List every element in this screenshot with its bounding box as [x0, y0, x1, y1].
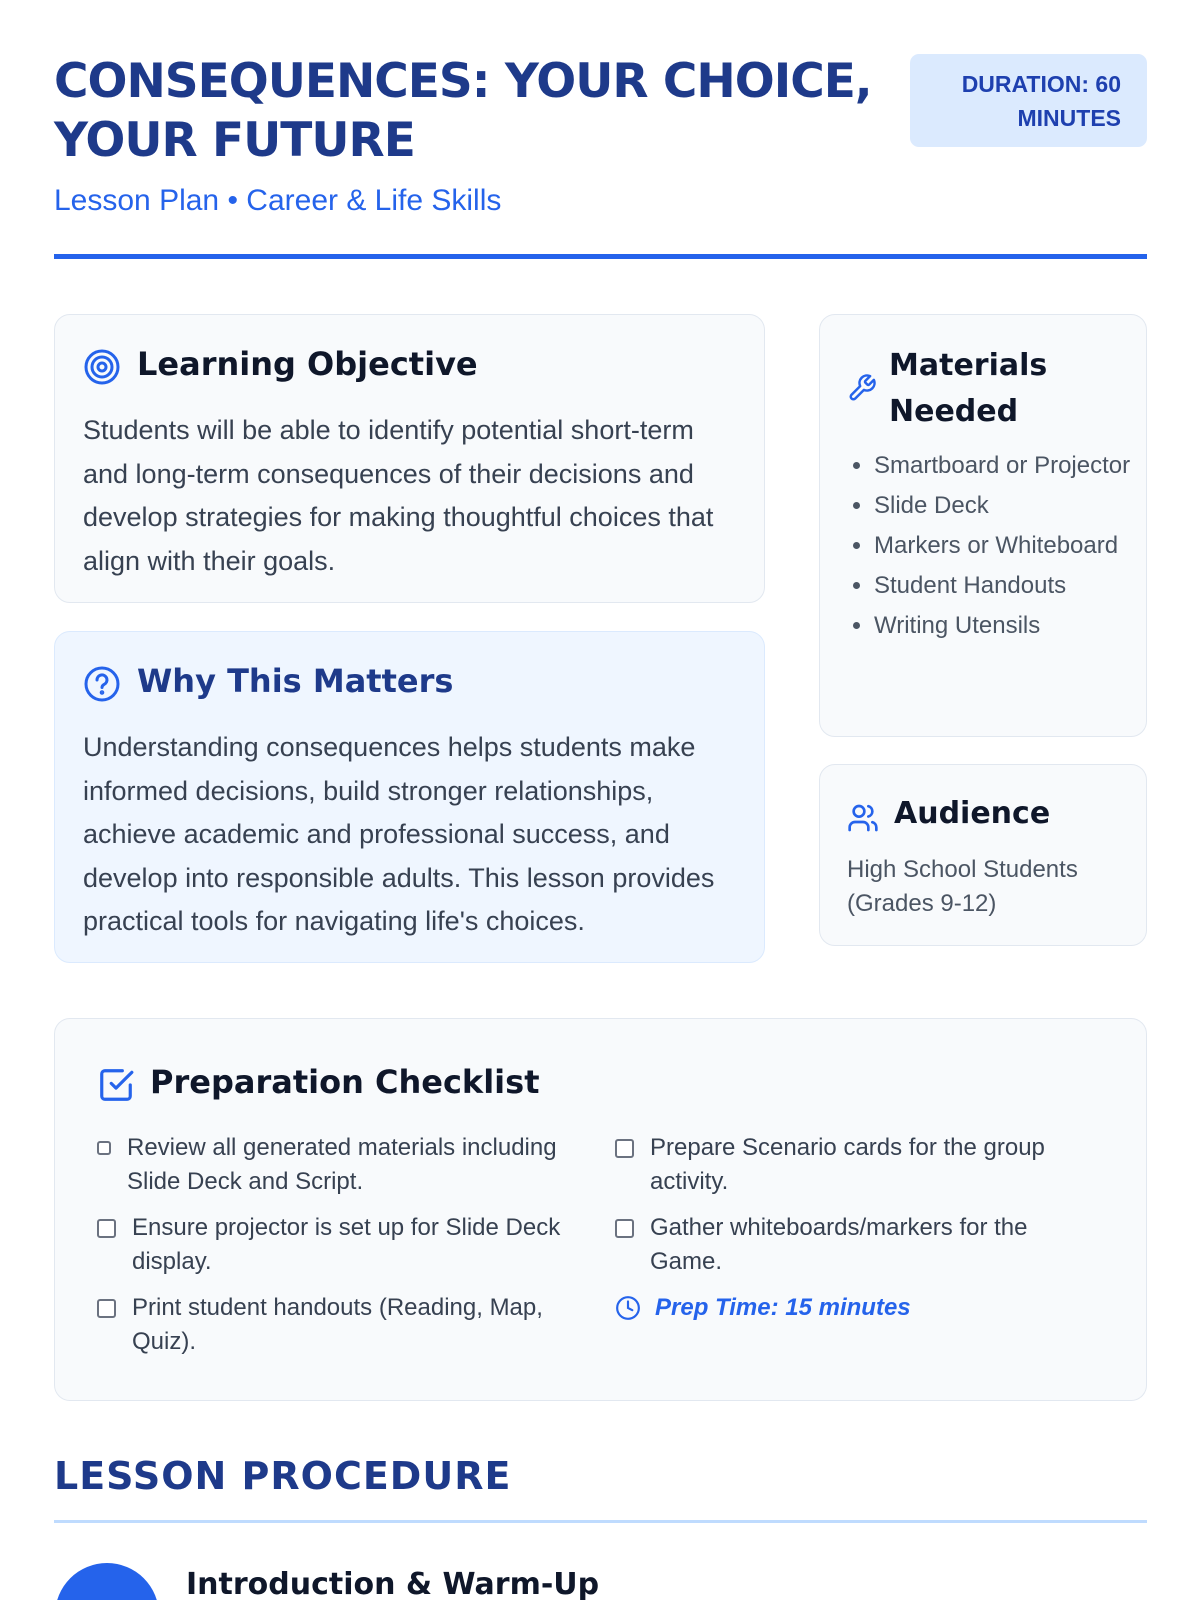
- checklist-item[interactable]: [97, 1291, 577, 1359]
- checkbox[interactable]: [97, 1219, 116, 1238]
- page-title: CONSEQUENCES: YOUR CHOICE, YOUR FUTURE: [54, 54, 872, 168]
- audience-card: [819, 764, 1147, 946]
- learning-objective-text: Students will be able to identify potential short-term and long-term consequences of their decisions and develop strategies for making thoughtful choices that align with their goals.: [83, 415, 714, 576]
- checkbox[interactable]: [615, 1139, 634, 1158]
- materials-item: • Student Handouts: [874, 569, 1134, 603]
- page-subtitle: Lesson Plan • Career & Life Skills: [54, 184, 502, 217]
- checklist-column-right: [615, 1131, 1095, 1325]
- checkbox[interactable]: [97, 1299, 116, 1318]
- checklist-item-label: Ensure projector is set up for Slide Deck display.: [132, 1214, 561, 1275]
- preparation-checklist-card: [54, 1018, 1147, 1401]
- checklist-item-label: Review all generated materials including Slide Deck and Script.: [127, 1134, 557, 1195]
- checkbox[interactable]: [615, 1219, 634, 1238]
- checkbox-icon: [97, 1066, 135, 1109]
- prep-time-label: Prep Time: 15 minutes: [655, 1294, 911, 1321]
- audience-text: High School Students (Grades 9-12): [847, 856, 1078, 917]
- step-title: Introduction & Warm-Up: [186, 1567, 600, 1600]
- checkbox[interactable]: [97, 1141, 111, 1155]
- materials-item: • Smartboard or Projector: [874, 449, 1134, 483]
- materials-card: [819, 314, 1147, 737]
- step-number-badge: [55, 1563, 159, 1600]
- checklist-item-label: Gather whiteboards/markers for the Game.: [650, 1214, 1028, 1275]
- checklist-item[interactable]: [97, 1211, 577, 1279]
- clock-icon: [615, 1295, 641, 1321]
- learning-objective-card: [54, 314, 765, 603]
- checklist-heading: Preparation Checklist: [150, 1063, 540, 1101]
- checklist-item-label: Prepare Scenario cards for the group activity.: [650, 1134, 1045, 1195]
- duration-badge: DURATION: 60 MINUTES: [910, 54, 1147, 147]
- materials-list: [874, 449, 1134, 649]
- materials-item: • Slide Deck: [874, 489, 1134, 523]
- checklist-column-left: [97, 1131, 577, 1371]
- materials-item: • Markers or Whiteboard: [874, 529, 1134, 563]
- users-icon: [847, 802, 879, 839]
- checklist-item[interactable]: [97, 1131, 577, 1199]
- lesson-procedure-heading: LESSON PROCEDURE: [54, 1454, 512, 1498]
- materials-item: • Writing Utensils: [874, 609, 1134, 643]
- checklist-item-label: Print student handouts (Reading, Map, Quiz).: [132, 1294, 543, 1355]
- learning-objective-heading: Learning Objective: [137, 345, 478, 383]
- why-this-matters-heading: Why This Matters: [137, 662, 454, 700]
- header-divider: [54, 254, 1147, 259]
- question-circle-icon: [83, 665, 121, 708]
- procedure-divider: [54, 1520, 1147, 1523]
- why-this-matters-card: [54, 631, 765, 963]
- why-this-matters-text: Understanding consequences helps students make informed decisions, build stronger relationships, achieve academic and professional success, and develop into responsible adults. This lesson provides practical tools for navigating life's choices.: [83, 732, 715, 936]
- wrench-icon: [847, 373, 877, 408]
- prep-time: [615, 1291, 1095, 1325]
- checklist-item[interactable]: [615, 1211, 1095, 1279]
- target-icon: [83, 348, 121, 391]
- materials-heading: Materials Needed: [889, 348, 1048, 429]
- checklist-item[interactable]: [615, 1131, 1095, 1199]
- audience-heading: Audience: [894, 796, 1051, 831]
